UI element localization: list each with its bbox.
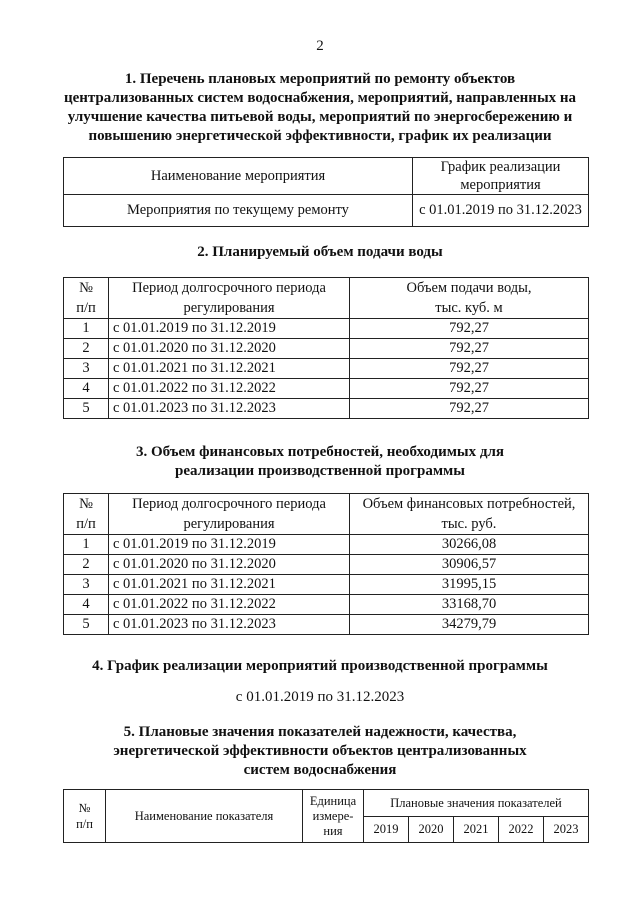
section1-table	[63, 157, 589, 227]
row-period: с 01.01.2020 по 31.12.2020	[109, 339, 350, 359]
row-period: с 01.01.2022 по 31.12.2022	[109, 595, 350, 615]
row-period: с 01.01.2021 по 31.12.2021	[109, 575, 350, 595]
header-financial-line: тыс. руб.	[441, 516, 497, 532]
row-number: 1	[64, 319, 109, 339]
row-volume: 792,27	[350, 399, 589, 419]
table-row	[64, 535, 589, 555]
header-period-line: Период долгосрочного периода	[132, 280, 326, 296]
header-schedule	[413, 158, 589, 195]
section2-table	[63, 277, 589, 419]
header-year: 2022	[498, 817, 543, 843]
row-financial-needs: 34279,79	[350, 615, 589, 635]
row-financial-needs: 30906,57	[350, 555, 589, 575]
row-volume: 792,27	[350, 359, 589, 379]
section5-title-line: 5. Плановые значения показателей надежности, качества,	[123, 724, 517, 740]
header-unit-line: ния	[323, 823, 343, 838]
header-number-line: п/п	[76, 817, 93, 831]
section1-title-line: централизованных систем водоснабжения, мероприятий, направленных на	[63, 90, 577, 106]
row-financial-needs: 30266,08	[350, 535, 589, 555]
activity-schedule: с 01.01.2019 по 31.12.2023	[413, 195, 589, 227]
section3-title	[0, 443, 640, 481]
table-row	[64, 195, 589, 227]
section4-title: 4. График реализации мероприятий производственной программы	[92, 658, 548, 674]
table-row	[64, 379, 589, 399]
row-number: 4	[64, 595, 109, 615]
table-row	[64, 319, 589, 339]
section1-title-line: улучшение качества питьевой воды, мероприятий по энергосбережению и	[67, 109, 573, 125]
row-period: с 01.01.2020 по 31.12.2020	[109, 555, 350, 575]
row-period: с 01.01.2023 по 31.12.2023	[109, 399, 350, 419]
header-year: 2019	[364, 817, 409, 843]
header-indicator-name: Наименование показателя	[106, 790, 303, 843]
row-period: с 01.01.2023 по 31.12.2023	[109, 615, 350, 635]
page-number: 2	[316, 38, 324, 54]
table-row	[64, 575, 589, 595]
header-number-line: п/п	[76, 300, 96, 316]
header-number-line: №	[78, 801, 91, 815]
row-number: 4	[64, 379, 109, 399]
row-period: с 01.01.2019 по 31.12.2019	[109, 535, 350, 555]
row-financial-needs: 33168,70	[350, 595, 589, 615]
section1-title-line: 1. Перечень плановых мероприятий по ремонту объектов	[124, 71, 516, 87]
header-unit-line: Единица	[309, 793, 357, 808]
section1-title	[0, 70, 640, 146]
section5-table	[63, 789, 589, 843]
table-header-row	[64, 278, 589, 319]
header-planned-values: Плановые значения показателей	[364, 790, 589, 817]
table-row	[64, 615, 589, 635]
header-year: 2021	[453, 817, 498, 843]
row-financial-needs: 31995,15	[350, 575, 589, 595]
header-unit-line: измере-	[312, 808, 354, 823]
section1-title-line: повышению энергетической эффективности, график их реализации	[88, 128, 552, 144]
row-period: с 01.01.2022 по 31.12.2022	[109, 379, 350, 399]
table-header-row	[64, 790, 589, 817]
header-number	[64, 494, 109, 535]
header-number-line: №	[79, 280, 93, 296]
table-row	[64, 339, 589, 359]
table-row	[64, 555, 589, 575]
header-unit	[303, 790, 364, 843]
header-period-line: регулирования	[183, 516, 275, 532]
section2-title: 2. Планируемый объем подачи воды	[197, 244, 443, 260]
section3-title-line: реализации производственной программы	[175, 463, 465, 479]
header-financial-line: Объем финансовых потребностей,	[362, 496, 576, 512]
row-volume: 792,27	[350, 339, 589, 359]
header-schedule-line: График реализации	[440, 159, 561, 175]
row-volume: 792,27	[350, 319, 589, 339]
header-financial-needs	[350, 494, 589, 535]
section5-title-line: энергетической эффективности объектов централизованных	[113, 743, 527, 759]
header-period-line: Период долгосрочного периода	[132, 496, 326, 512]
header-period	[109, 494, 350, 535]
activity-name: Мероприятия по текущему ремонту	[64, 195, 413, 227]
header-year: 2020	[408, 817, 453, 843]
header-schedule-line: мероприятия	[460, 177, 541, 193]
header-period	[109, 278, 350, 319]
section4-period: с 01.01.2019 по 31.12.2023	[235, 689, 405, 705]
table-row	[64, 595, 589, 615]
section5-title-line: систем водоснабжения	[243, 762, 397, 778]
table-row	[64, 399, 589, 419]
row-period: с 01.01.2021 по 31.12.2021	[109, 359, 350, 379]
row-number: 2	[64, 339, 109, 359]
section5-title	[0, 723, 640, 780]
header-year: 2023	[543, 817, 588, 843]
section3-title-line: 3. Объем финансовых потребностей, необходимых для	[135, 444, 505, 460]
header-period-line: регулирования	[183, 300, 275, 316]
header-number	[64, 278, 109, 319]
header-water-volume	[350, 278, 589, 319]
row-number: 3	[64, 359, 109, 379]
header-number-line: №	[79, 496, 93, 512]
row-number: 3	[64, 575, 109, 595]
table-row	[64, 359, 589, 379]
row-volume: 792,27	[350, 379, 589, 399]
header-number	[64, 790, 106, 843]
table-header-row	[64, 158, 589, 195]
table-header-row	[64, 494, 589, 535]
row-number: 5	[64, 615, 109, 635]
header-activity-name: Наименование мероприятия	[64, 158, 413, 195]
header-volume-line: Объем подачи воды,	[406, 280, 532, 296]
row-period: с 01.01.2019 по 31.12.2019	[109, 319, 350, 339]
header-volume-line: тыс. куб. м	[435, 300, 503, 316]
section3-table	[63, 493, 589, 635]
header-number-line: п/п	[76, 516, 96, 532]
row-number: 2	[64, 555, 109, 575]
row-number: 1	[64, 535, 109, 555]
row-number: 5	[64, 399, 109, 419]
